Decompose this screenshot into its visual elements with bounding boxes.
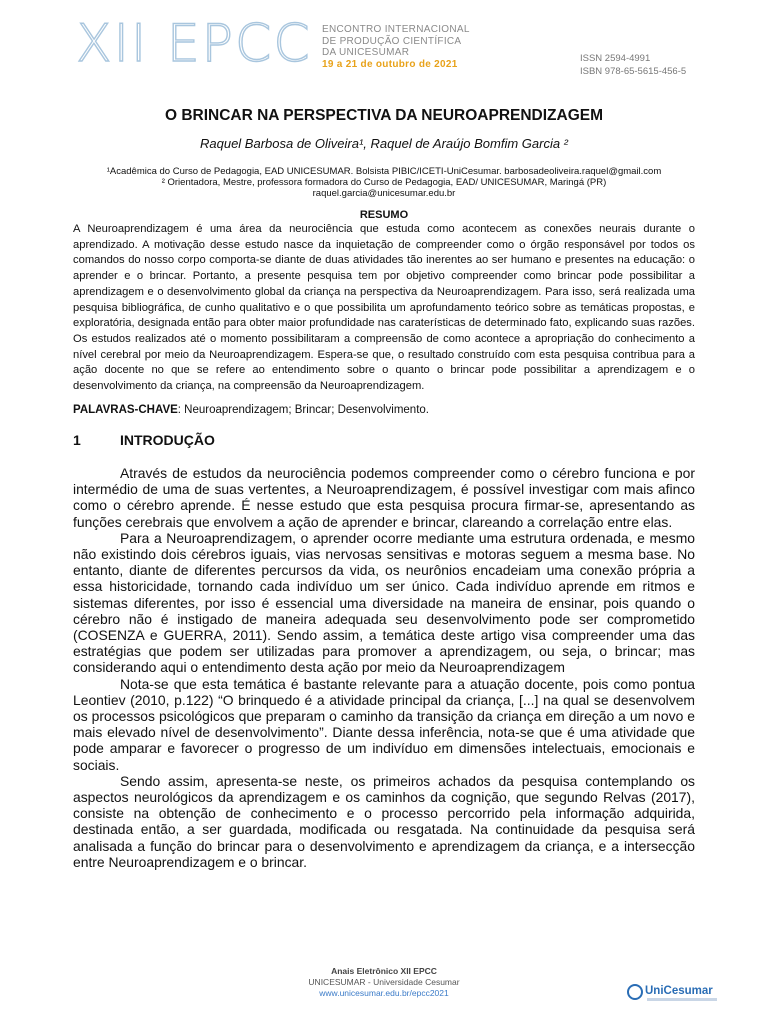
footer-proceedings: Anais Eletrônico XII EPCC <box>331 966 437 976</box>
section-number: 1 <box>73 432 81 448</box>
unicesumar-logo <box>627 984 719 1004</box>
footer-university: UNICESUMAR - Universidade Cesumar <box>308 977 460 987</box>
introduction-body <box>73 465 695 870</box>
abstract-heading: RESUMO <box>359 209 409 221</box>
affiliations <box>0 166 768 199</box>
unicesumar-wordmark: UniCesumar <box>645 985 713 997</box>
event-line: ENCONTRO INTERNACIONAL <box>322 24 470 35</box>
affiliation-line: raquel.garcia@unicesumar.edu.br <box>312 188 456 199</box>
event-line: DE PRODUÇÃO CIENTÍFICA <box>322 35 462 47</box>
page-header <box>0 0 768 90</box>
keywords <box>73 404 695 416</box>
epcc-logo: XII EPCC <box>76 14 312 74</box>
event-line: DA UNICESUMAR <box>322 47 410 58</box>
keywords-list: : Neuroaprendizagem; Brincar; Desenvolvimento. <box>177 404 429 416</box>
paragraph: Nota-se que esta temática é bastante relevante para a atuação docente, pois como pontua Leontiev (2010, p.122) “O brinquedo é a atividade principal da criança, [...] na qual se desenvolvem os processos psicológicos que preparam o caminho da transição da criança em direção a um novo e mais elevado nível de desenvolvimento”. Diante dessa inferência, nota-se que é uma atividade que pode amparar e favorecer o progresso de um indivíduo em dimensões intelectuais, emocionais e sociais. <box>73 675 695 773</box>
abstract-text: A Neuroaprendizagem é uma área da neurociência que estuda como acontecem as conexões neurais durante o aprendizado. A motivação desse estudo nasce da inquietação de compreender como o órgão responsável por todos os comandos do nosso corpo comporta-se diante de duas atividades tão inerentes ao ser humano e presentes na educação: o aprender e o brincar. Portanto, a presente pesquisa tem por objetivo compreender como brincar pode possibilitar a aprendizagem e o desenvolvimento global da criança na perspectiva da Neuroaprendizagem. Para isso, será realizada uma pesquisa bibliográfica, de cunho qualitativo e o que possibilita um aprofundamento teórico sobre as temáticas propostas, e exploratória, designada então para obter maior profundidade nas caraterísticas de determinado fato, explicando suas razões. Os estudos realizados até o momento possibilitaram a compreensão de como acontece a apropriação do conhecimento a nível cerebral por meio da Neuroaprendizagem. Espera-se que, o resultado construído com esta pesquisa contribua para a ação docente no que se refere ao entendimento sobre o quanto o brincar pode possibilitar a aprendizagem e o desenvolvimento da criança, na compreensão da Neuroaprendizagem. <box>73 223 695 393</box>
affiliation-line: ² Orientadora, Mestre, professora formadora do Curso de Pedagogia, EAD/ UNICESUMAR, Maringá (PR) <box>161 177 607 188</box>
affiliation-line: ¹Acadêmica do Curso de Pedagogia, EAD UNICESUMAR. Bolsista PIBIC/ICETI-UniCesumar. barbosadeoliveira.raquel@gmail.com <box>106 166 662 177</box>
issn: ISSN 2594-4991 <box>580 53 651 64</box>
event-date: 19 a 21 de outubro de 2021 <box>322 58 458 70</box>
section-title: INTRODUÇÃO <box>120 432 215 448</box>
paper-title: O BRINCAR NA PERSPECTIVA DA NEUROAPRENDIZAGEM <box>164 107 604 124</box>
unicesumar-emblem-icon <box>627 984 643 1000</box>
keywords-label: PALAVRAS-CHAVE <box>73 404 178 416</box>
paper-authors: Raquel Barbosa de Oliveira¹, Raquel de Araújo Bomfim Garcia ² <box>199 136 569 151</box>
issn-block <box>580 52 686 78</box>
event-info <box>322 24 470 70</box>
section-heading <box>73 432 215 448</box>
unicesumar-tagline-bar <box>647 998 717 1001</box>
footer-link[interactable]: www.unicesumar.edu.br/epcc2021 <box>319 988 449 998</box>
paragraph: Para a Neuroaprendizagem, o aprender ocorre mediante uma estrutura ordenada, e mesmo não existindo dois cérebros iguais, vias nervosas sensitivas e motoras seguem a mesma base. No entanto, diante de diferentes percursos da vida, os neurônios encadeiam uma conexão própria a essa historicidade, tornando cada indivíduo um ser único. Cada indivíduo aprende em ritmos e sistemas diferentes, por isso é essencial uma diversidade na maneira de ensinar, pois quando o cérebro não é instigado de maneira adequada seu desenvolvimento pode ser comprometido (COSENZA e GUERRA, 2011). Sendo assim, a temática deste artigo visa compreender uma das estratégias que podem ser utilizadas para promover a aprendizagem, ou seja, o brincar; mas considerando aqui o entendimento desta ação por meio da Neuroaprendizagem <box>73 529 695 676</box>
isbn: ISBN 978-65-5615-456-5 <box>580 66 687 77</box>
paragraph: Sendo assim, apresenta-se neste, os primeiros achados da pesquisa contemplando os aspectos neurológicos da aprendizagem e os caminhos da cognição, que segundo Relvas (2017), consiste na obtenção de conhecimento e o processo percorrido pela informação adquirida, destinada então, a ser guardada, modificada ou resgatada. Na continuidade da pesquisa será analisada a função do brincar para o desenvolvimento e aprendizagem da criança, e a intersecção entre Neuroaprendizagem e o brincar. <box>73 772 695 870</box>
paragraph: Através de estudos da neurociência podemos compreender como o cérebro funciona e por intermédio de uma de suas vertentes, a Neuroaprendizagem, é possível investigar com mais afinco como o cérebro aprende. É nesse estudo que esta pesquisa procura firmar-se, apresentando as funções cerebrais que envolvem a ação de aprender e brincar, clareando a correlação entre elas. <box>73 465 695 530</box>
